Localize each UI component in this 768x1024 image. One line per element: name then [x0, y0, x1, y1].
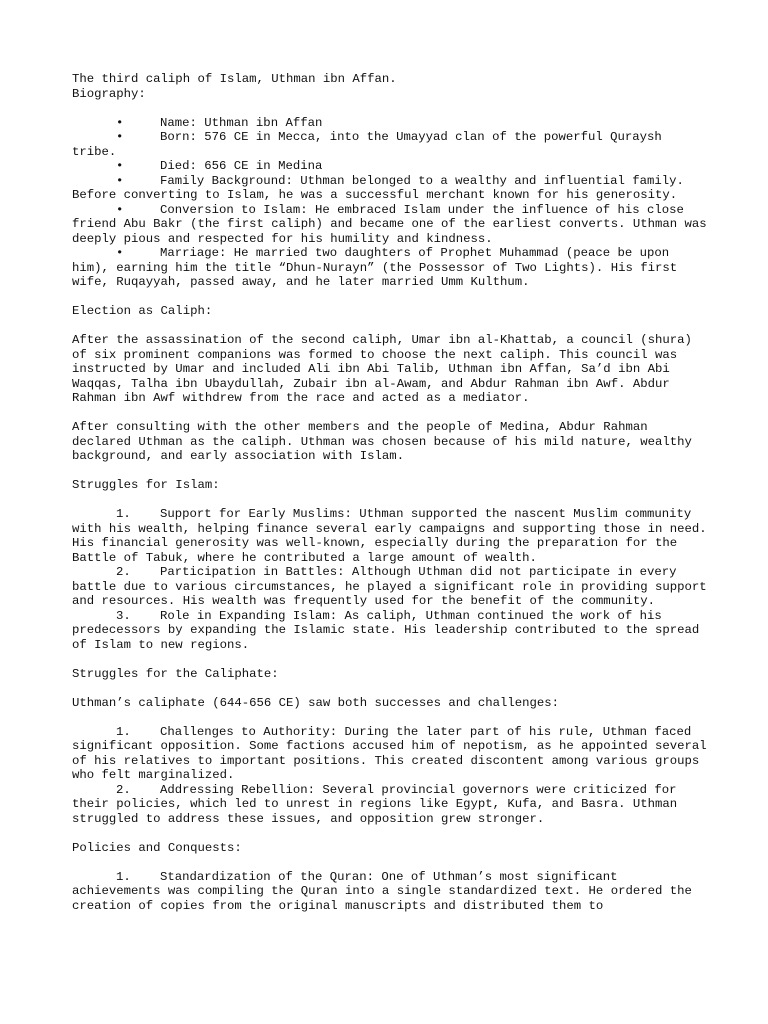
- list-item: • Conversion to Islam: He embraced Islam under the influence of his close friend Abu Bakr (the first caliph) and became one of the earliest converts. Uthman was deeply pious and respected for his humility and kindness.: [72, 202, 715, 246]
- list-item: • Family Background: Uthman belonged to a wealthy and influential family. Before converting to Islam, he was a successful merchant known for his generosity.: [72, 173, 692, 202]
- policies-list: [72, 870, 712, 914]
- list-item: 2. Addressing Rebellion: Several provincial governors were criticized for their policies, which led to unrest in regions like Egypt, Kufa, and Basra. Uthman struggled to address these issues, and opposition grew stronger.: [72, 782, 685, 826]
- struggles-caliphate-list: [72, 724, 715, 827]
- struggles-caliphate-intro: Uthman’s caliphate (644-656 CE) saw both successes and challenges:: [72, 695, 560, 710]
- biography-list: [72, 115, 715, 290]
- list-item: 3. Role in Expanding Islam: As caliph, Uthman continued the work of his predecessors by expanding the Islamic state. His leadership contributed to the spread of Islam to new regions.: [72, 608, 707, 652]
- biography-heading: Biography:: [72, 86, 146, 101]
- list-item: 1. Support for Early Muslims: Uthman supported the nascent Muslim community with his wealth, helping finance several early campaigns and supporting those in need. His financial generosity was well-known, especially during the preparation for the Battle of Tabuk, where he contributed a large amount of wealth.: [72, 507, 715, 565]
- list-item: 1. Challenges to Authority: During the later part of his rule, Uthman faced significant opposition. Some factions accused him of nepotism, as he appointed several of his relatives to important positions. This created discontent among various groups who felt marginalized.: [72, 724, 715, 782]
- election-paragraph-2: After consulting with the other members and the people of Medina, Abdur Rahman declared Uthman as the caliph. Uthman was chosen because of his mild nature, wealthy background, and early association with Islam.: [72, 420, 700, 463]
- list-item: • Born: 576 CE in Mecca, into the Umayyad clan of the powerful Quraysh tribe.: [72, 130, 670, 159]
- list-item: 2. Participation in Battles: Although Uthman did not participate in every battle due to various circumstances, he played a significant role in providing support and resources. His wealth was frequently used for the benefit of the community.: [72, 565, 715, 608]
- list-item: • Marriage: He married two daughters of Prophet Muhammad (peace be upon him), earning him the title “Dhun-Nurayn” (the Possessor of Two Lights). His first wife, Ruqayyah, passed away, and he later married Umm Kulthum.: [72, 246, 685, 289]
- list-item: • Died: 656 CE in Medina: [116, 159, 323, 173]
- struggles-islam-heading: Struggles for Islam:: [72, 478, 220, 492]
- document-page: [72, 72, 715, 913]
- struggles-islam-list: [72, 507, 715, 652]
- policies-heading: Policies and Conquests:: [72, 840, 242, 855]
- election-paragraph-1: After the assassination of the second caliph, Umar ibn al-Khattab, a council (shura) of six prominent companions was formed to choose the next caliph. This council was instructed by Umar and included Ali ibn Abi Talib, Uthman ibn Affan, Sa’d ibn Abi Waqqas, Talha ibn Ubaydullah, Zubair ibn al-Awam, and Abdur Rahman ibn Awf. Abdur Rahman ibn Awf withdrew from the race and acted as a mediator.: [72, 333, 700, 405]
- election-heading: Election as Caliph:: [72, 304, 213, 318]
- document-title: The third caliph of Islam, Uthman ibn Affan.: [72, 72, 397, 86]
- list-item: 1. Standardization of the Quran: One of Uthman’s most significant achievements was compiling the Quran into a single standardized text. He ordered the creation of copies from the original manuscripts and distributed them to: [72, 869, 700, 913]
- list-item: • Name: Uthman ibn Affan: [116, 115, 323, 130]
- struggles-caliphate-heading: Struggles for the Caliphate:: [72, 666, 279, 681]
